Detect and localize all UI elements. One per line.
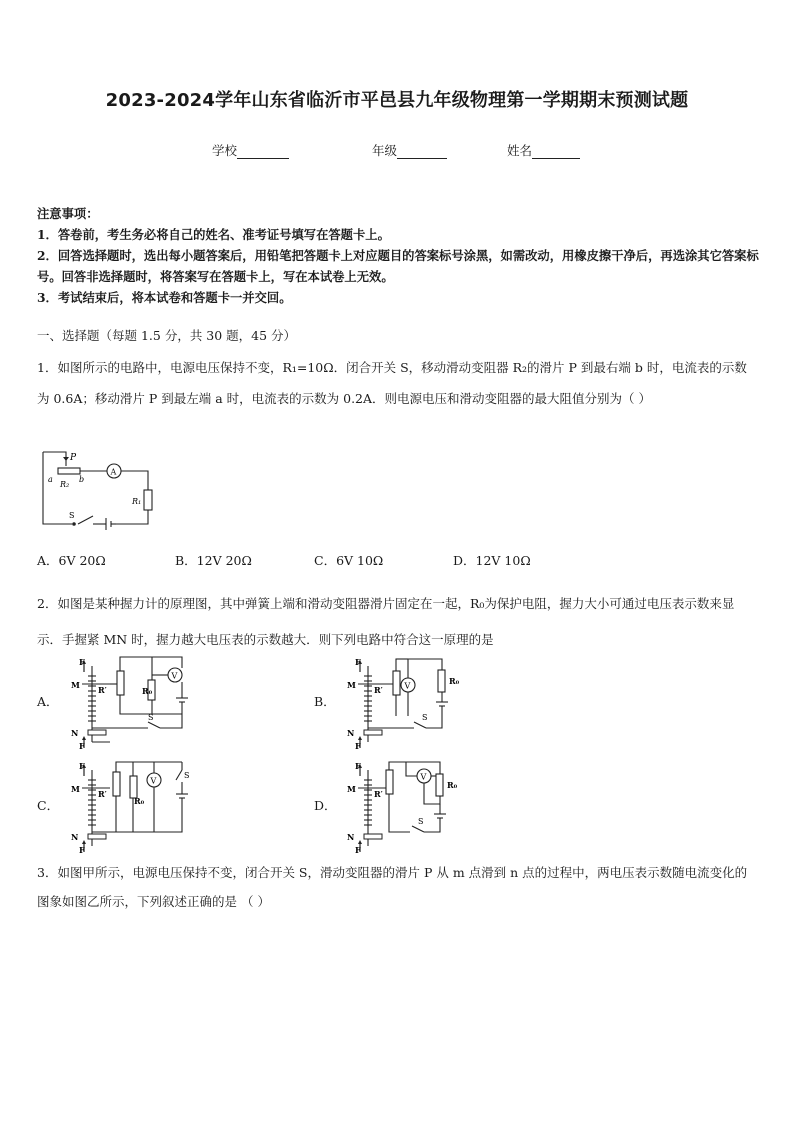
r0-label: R₀ [134,796,145,806]
option-c-label[interactable]: C． [37,798,60,813]
rheostat-label: R′ [374,685,383,695]
option-b-label[interactable]: B． [314,694,336,709]
grip-circuit-d[interactable] [346,758,468,854]
notes-heading: 注意事项： [37,206,99,221]
option-a-label[interactable]: A． [37,694,59,709]
handle-n-label: N [71,832,79,842]
voltmeter-label: V [420,772,427,782]
notes-block [37,203,762,308]
name-label: 姓名 [507,143,533,158]
force-f-label: F [79,761,85,771]
section-heading: 一、选择题（每题 1.5 分，共 30 题，45 分） [37,328,297,343]
ammeter-label: A [110,467,117,477]
grip-circuit-c[interactable] [70,758,192,854]
question-1-stem: 1．如图所示的电路中，电源电压保持不变，R₁=10Ω．闭合开关 S，移动滑动变阻器 R₂的滑片 P 到最右端 b 时，电流表的示数为 0.6A；移动滑片 P 到最左端 a 时，电流表的示数为 0.2A．则电源电压和滑动变阻器的最大阻值分别为（ ） [37,360,747,406]
force-f-label: F [79,657,85,667]
slider-p-label: P [70,453,77,463]
switch-s-label: S [69,511,75,520]
grip-circuit-b[interactable] [346,654,468,750]
grade-label: 年级 [372,143,398,158]
note-item: 2．回答选择题时，选出每小题答案后，用铅笔把答题卡上对应题目的答案标号涂黑，如需改动，用橡皮擦干净后，再选涂其它答案标号。回答非选择题时，将答案写在答题卡上，写在本试卷上无效。 [37,248,759,284]
option-c[interactable]: C．6V 10Ω [314,553,384,568]
r1-label: R₁ [132,497,142,506]
handle-n-label: N [347,832,355,842]
handle-n-label: N [347,728,355,738]
option-a[interactable]: A．6V 20Ω [37,553,106,568]
voltmeter-label: V [150,776,157,786]
grip-circuit-a[interactable] [70,654,192,750]
r0-label: R₀ [447,780,458,790]
rheostat-label: R′ [98,789,107,799]
voltmeter-label: V [404,681,411,691]
force-f-label: F [355,845,361,854]
r2-label: R₂ [60,480,70,489]
option-d-label[interactable]: D． [314,798,337,813]
handle-m-label: M [347,784,356,794]
r0-label: R₀ [142,686,153,696]
note-item: 1．答卷前，考生务必将自己的姓名、准考证号填写在答题卡上。 [37,227,390,242]
question-3-stem: 3．如图甲所示，电源电压保持不变，闭合开关 S，滑动变阻器的滑片 P 从 m 点滑到 n 点的过程中，两电压表示数随电流变化的图象如图乙所示，下列叙述正确的是 （ ） [37,865,748,909]
name-field[interactable] [507,141,580,159]
force-f-label: F [355,761,361,771]
force-f-label: F [355,657,361,667]
grade-field[interactable] [372,141,447,159]
switch-s-label: S [422,713,428,722]
force-f-label: F [79,845,85,854]
page-title: 2023-2024学年山东省临沂市平邑县九年级物理第一学期期末预测试题 [105,90,689,111]
end-a-label: a [48,475,53,484]
handle-m-label: M [347,680,356,690]
school-label: 学校 [212,143,238,158]
handle-m-label: M [71,784,80,794]
handle-m-label: M [71,680,80,690]
question-1-circuit-diagram [36,448,154,530]
r0-label: R₀ [449,676,460,686]
switch-s-label: S [418,817,424,826]
rheostat-label: R′ [98,685,107,695]
option-d[interactable]: D．12V 10Ω [453,553,531,568]
switch-s-label: S [184,771,190,780]
question-2-stem: 2．如图是某种握力计的原理图，其中弹簧上端和滑动变阻器滑片固定在一起，R₀为保护电阻，握力大小可通过电压表示数来显示．手握紧 MN 时，握力越大电压表的示数越大．则下列电路中符合这一原理的是 [37,596,735,647]
end-b-label: b [79,475,85,484]
voltmeter-label: V [171,671,178,681]
handle-n-label: N [71,728,79,738]
force-f-label: F [355,741,361,750]
switch-s-label: S [148,713,154,722]
rheostat-label: R′ [374,789,383,799]
force-f-label: F [79,741,85,750]
school-field[interactable] [212,141,289,159]
option-b[interactable]: B．12V 20Ω [175,553,252,568]
note-item: 3．考试结束后，将本试卷和答题卡一并交回。 [37,290,292,305]
